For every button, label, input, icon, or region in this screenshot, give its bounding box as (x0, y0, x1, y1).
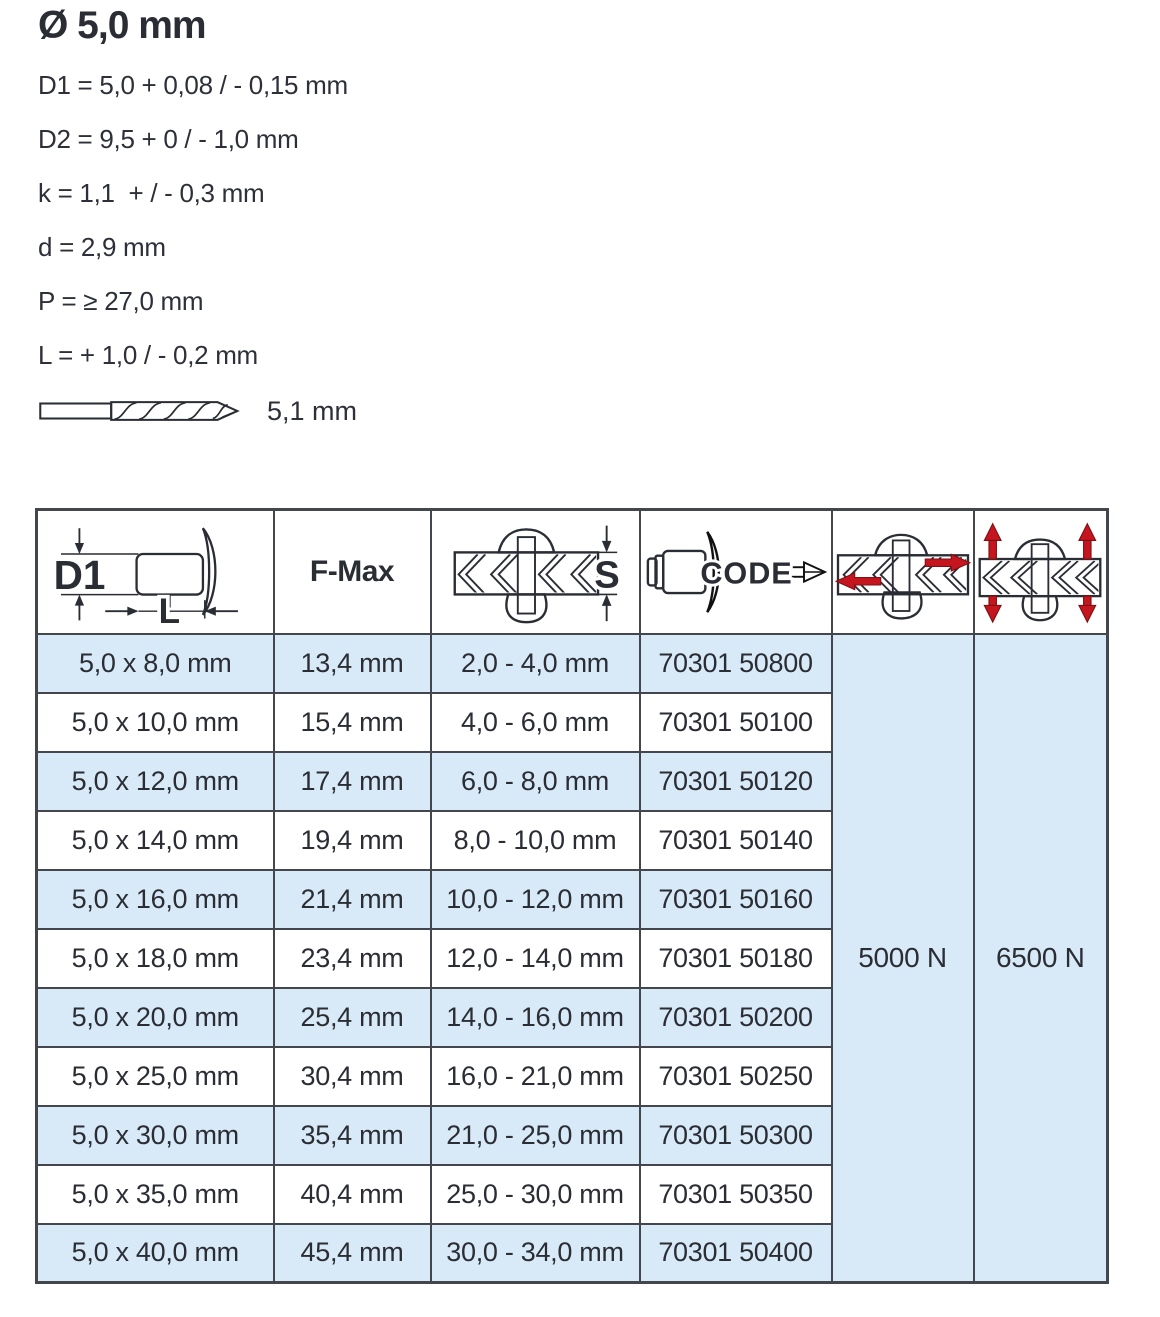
order-code-cell: 70301 50300 (640, 1106, 832, 1165)
shear-strength-cell: 5000 N (832, 634, 974, 1283)
grip-range-cell: 25,0 - 30,0 mm (431, 1165, 640, 1224)
f-max-cell: 13,4 mm (274, 634, 431, 693)
rivet-size-cell: 5,0 x 16,0 mm (37, 870, 274, 929)
order-code-cell: 70301 50200 (640, 988, 832, 1047)
rivet-spec-table (35, 508, 1109, 1284)
rivet-size-cell: 5,0 x 8,0 mm (37, 634, 274, 693)
s-label: S (594, 553, 620, 597)
column-header-shear-strength (832, 510, 974, 634)
f-max-cell: 17,4 mm (274, 752, 431, 811)
rivet-grip-range-diagram (449, 518, 621, 625)
table-row (37, 634, 1108, 693)
rivet-size-cell: 5,0 x 14,0 mm (37, 811, 274, 870)
spec-k: k = 1,1 + / - 0,3 mm (38, 177, 265, 208)
grip-range-cell: 30,0 - 34,0 mm (431, 1224, 640, 1283)
code-label: CODE (699, 556, 793, 591)
rivet-size-cell: 5,0 x 20,0 mm (37, 988, 274, 1047)
drill-size-label: 5,1 mm (267, 395, 358, 426)
shear-strength-icon (834, 520, 972, 624)
order-code-cell: 70301 50140 (640, 811, 832, 870)
rivet-size-cell: 5,0 x 10,0 mm (37, 693, 274, 752)
tensile-strength-cell: 6500 N (974, 634, 1108, 1283)
rivet-size-cell: 5,0 x 18,0 mm (37, 929, 274, 988)
grip-range-cell: 10,0 - 12,0 mm (431, 870, 640, 929)
column-header-f-max (274, 510, 431, 634)
d1-label: D1 (53, 551, 106, 598)
spec-d1: D1 = 5,0 + 0,08 / - 0,15 mm (38, 69, 348, 100)
order-code-cell: 70301 50160 (640, 870, 832, 929)
order-code-cell: 70301 50400 (640, 1224, 832, 1283)
column-header-grip-range (431, 510, 640, 634)
f-max-cell: 19,4 mm (274, 811, 431, 870)
grip-range-cell: 16,0 - 21,0 mm (431, 1047, 640, 1106)
grip-range-cell: 12,0 - 14,0 mm (431, 929, 640, 988)
grip-range-cell: 2,0 - 4,0 mm (431, 634, 640, 693)
f-max-label: F-Max (309, 554, 395, 588)
grip-range-cell: 6,0 - 8,0 mm (431, 752, 640, 811)
page-title: Ø 5,0 mm (38, 4, 206, 47)
rivet-size-cell: 5,0 x 12,0 mm (37, 752, 274, 811)
rivet-dimension-diagram (48, 519, 262, 625)
f-max-cell: 15,4 mm (274, 693, 431, 752)
column-header-code (640, 510, 832, 634)
order-code-cell: 70301 50350 (640, 1165, 832, 1224)
grip-range-cell: 14,0 - 16,0 mm (431, 988, 640, 1047)
spec-p: P = ≥ 27,0 mm (38, 285, 204, 316)
drill-size-row (38, 386, 357, 436)
f-max-cell: 40,4 mm (274, 1165, 431, 1224)
f-max-cell: 45,4 mm (274, 1224, 431, 1283)
f-max-cell: 23,4 mm (274, 929, 431, 988)
table-body (37, 634, 1108, 1283)
order-code-cell: 70301 50120 (640, 752, 832, 811)
column-header-tensile-strength (974, 510, 1108, 634)
order-code-cell: 70301 50100 (640, 693, 832, 752)
f-max-cell: 21,4 mm (274, 870, 431, 929)
spec-header-block (38, 4, 357, 436)
rivet-size-cell: 5,0 x 30,0 mm (37, 1106, 274, 1165)
tensile-strength-icon (976, 520, 1104, 624)
rivet-code-diagram (645, 526, 827, 618)
rivet-size-cell: 5,0 x 35,0 mm (37, 1165, 274, 1224)
grip-range-cell: 4,0 - 6,0 mm (431, 693, 640, 752)
spec-d2: D2 = 9,5 + 0 / - 1,0 mm (38, 123, 299, 154)
l-label: L (158, 591, 181, 625)
f-max-cell: 30,4 mm (274, 1047, 431, 1106)
column-header-dimensions (37, 510, 274, 634)
spec-d: d = 2,9 mm (38, 231, 166, 262)
rivet-size-cell: 5,0 x 25,0 mm (37, 1047, 274, 1106)
order-code-cell: 70301 50800 (640, 634, 832, 693)
order-code-cell: 70301 50180 (640, 929, 832, 988)
rivet-size-cell: 5,0 x 40,0 mm (37, 1224, 274, 1283)
order-code-cell: 70301 50250 (640, 1047, 832, 1106)
drill-bit-icon (38, 396, 243, 426)
table-header-row (37, 510, 1108, 634)
f-max-cell: 35,4 mm (274, 1106, 431, 1165)
f-max-cell: 25,4 mm (274, 988, 431, 1047)
grip-range-cell: 21,0 - 25,0 mm (431, 1106, 640, 1165)
grip-range-cell: 8,0 - 10,0 mm (431, 811, 640, 870)
spec-l: L = + 1,0 / - 0,2 mm (38, 339, 258, 370)
